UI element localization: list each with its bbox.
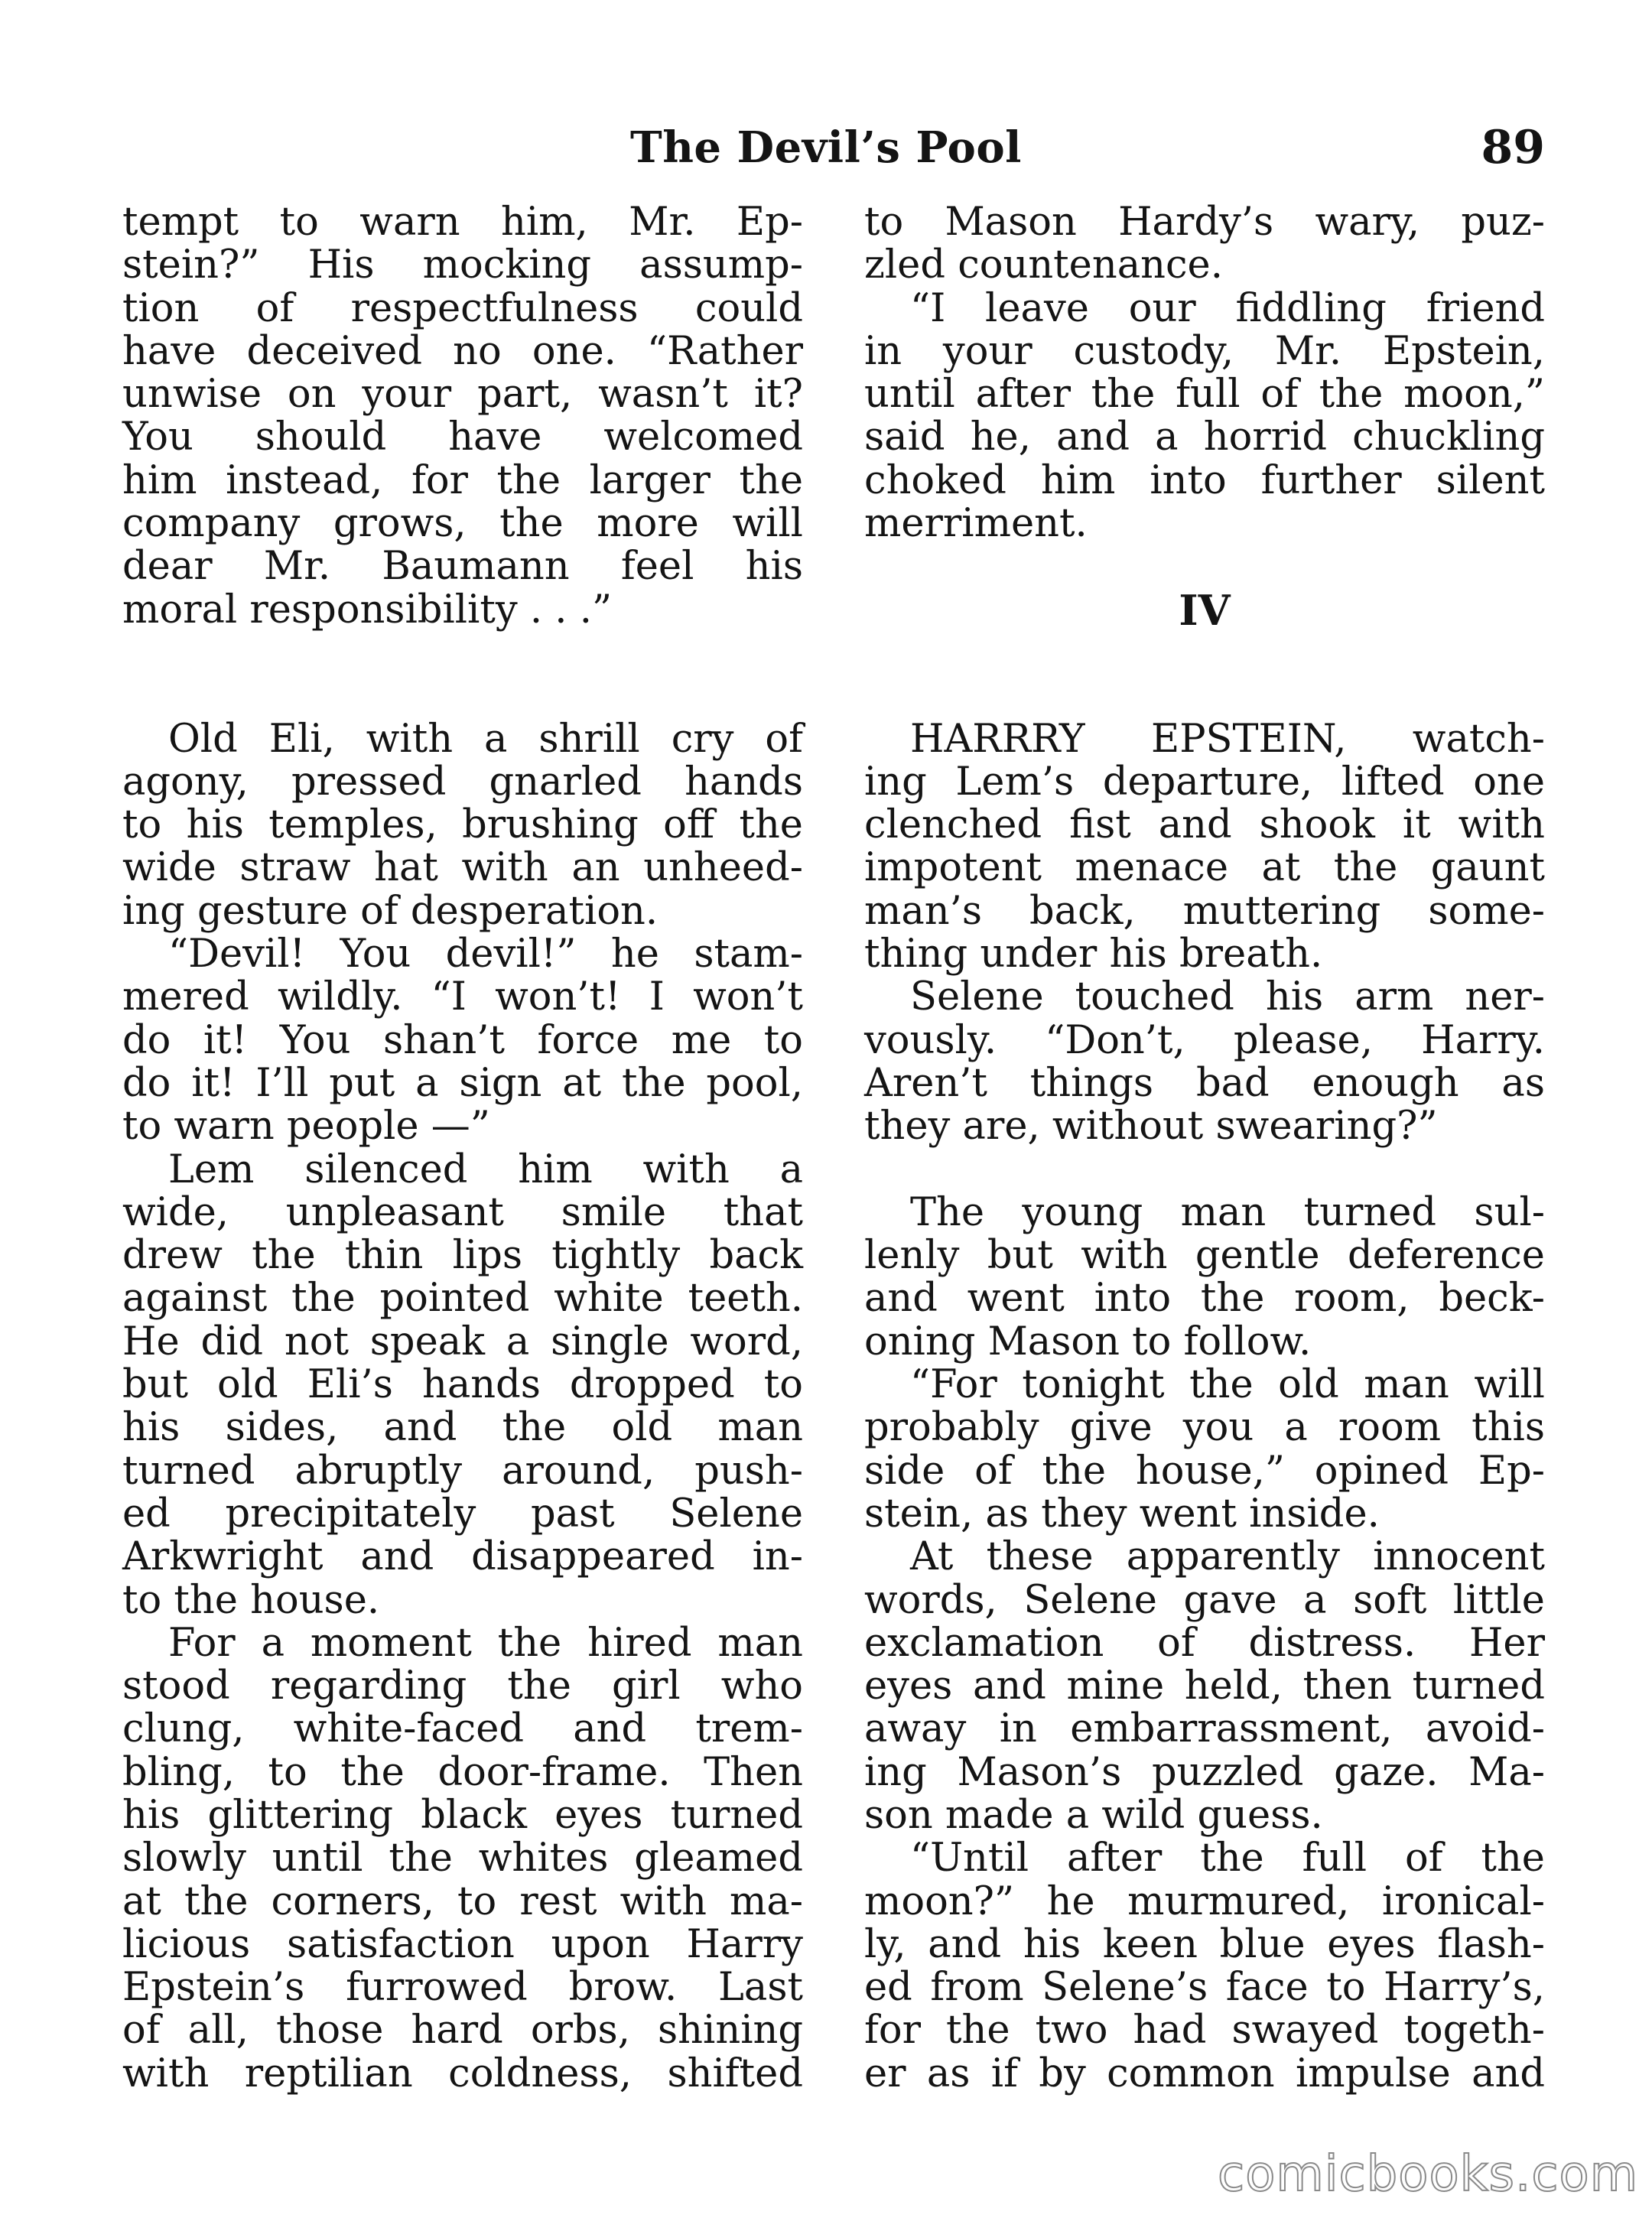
text-line: stein, as they went inside.	[864, 1491, 1380, 1537]
text-line: unwise on your part, wasn’t it?	[122, 372, 803, 418]
text-line: Epstein’s furrowed brow. Last	[122, 1965, 803, 2011]
text-line: ing Lem’s departure, lifted one	[864, 759, 1545, 805]
text-line: wide straw hat with an unheed-	[122, 845, 803, 891]
text-line: said he, and a horrid chuckling	[864, 415, 1545, 460]
text-line: away in embarrassment, avoid-	[864, 1706, 1545, 1752]
text-line: exclamation of distress. Her	[864, 1620, 1545, 1666]
text-line: his sides, and the old man	[122, 1405, 803, 1451]
paragraph-first-line: “For tonight the old man will	[910, 1362, 1545, 1408]
paragraph-first-line: At these apparently innocent	[910, 1534, 1545, 1580]
text-line: of all, those hard orbs, shining	[122, 2008, 803, 2054]
text-line: ing gesture of desperation.	[122, 888, 659, 934]
text-line: they are, without swearing?”	[864, 1104, 1438, 1150]
page-number: 89	[1481, 121, 1545, 174]
left-text-column	[122, 201, 803, 2096]
text-line: and went into the room, beck-	[864, 1276, 1545, 1322]
text-line: oning Mason to follow.	[864, 1319, 1312, 1364]
text-line: drew the thin lips tightly back	[122, 1233, 803, 1279]
text-line: for the two had swayed togeth-	[864, 2008, 1545, 2054]
text-line: have deceived no one. “Rather	[122, 328, 803, 374]
text-line: company grows, the more will	[122, 501, 803, 547]
paragraph-first-line: “I leave our fiddling friend	[910, 285, 1545, 331]
text-line: ly, and his keen blue eyes flash-	[864, 1921, 1545, 1967]
text-line: against the pointed white teeth.	[122, 1276, 803, 1322]
text-line: er as if by common impulse and	[864, 2051, 1545, 2096]
text-line: until after the full of the moon,”	[864, 372, 1545, 418]
text-line: his glittering black eyes turned	[122, 1792, 803, 1838]
text-line: to Mason Hardy’s wary, puz-	[864, 200, 1545, 245]
text-line: words, Selene gave a soft little	[864, 1577, 1545, 1623]
paragraph-first-line: Lem silenced him with a	[168, 1146, 803, 1192]
text-line: dear Mr. Baumann feel his	[122, 544, 803, 590]
blank-line	[864, 1149, 1545, 1192]
text-line: wide, unpleasant smile that	[122, 1189, 803, 1235]
text-line: eyes and mine held, then turned	[864, 1664, 1545, 1709]
blank-line	[864, 675, 1545, 717]
section-heading: IV	[1179, 585, 1231, 635]
text-line: moral responsibility . . .”	[122, 587, 613, 633]
text-line: slowly until the whites gleamed	[122, 1836, 803, 1881]
text-line: Arkwright and disappeared in-	[122, 1534, 803, 1580]
text-line: zled countenance.	[864, 242, 1223, 288]
text-line: licious satisfaction upon Harry	[122, 1921, 803, 1967]
text-line: vously. “Don’t, please, Harry.	[864, 1017, 1545, 1063]
text-line: moon?” he murmured, ironical-	[864, 1878, 1545, 1924]
paragraph-first-line: “Devil! You devil!” he stam-	[168, 932, 803, 977]
paragraph-first-line: Selene touched his arm ner-	[910, 974, 1545, 1020]
text-line: tempt to warn him, Mr. Ep-	[122, 200, 803, 245]
text-line: do it! I’ll put a sign at the pool,	[122, 1060, 803, 1106]
text-line: You should have welcomed	[122, 415, 803, 460]
text-line: ing Mason’s puzzled gaze. Ma-	[864, 1749, 1545, 1795]
text-line: lenly but with gentle deference	[864, 1233, 1545, 1279]
text-line: clenched fist and shook it with	[864, 802, 1545, 848]
text-line: clung, white-faced and trem-	[122, 1706, 803, 1752]
paragraph-first-line: “Until after the full of the	[910, 1836, 1545, 1881]
blank-line	[864, 632, 1545, 675]
text-line: merriment.	[864, 501, 1088, 547]
text-line: to warn people —”	[122, 1104, 490, 1150]
text-line: at the corners, to rest with ma-	[122, 1878, 803, 1924]
text-line: ed precipitately past Selene	[122, 1491, 803, 1537]
text-line: with reptilian coldness, shifted	[122, 2051, 803, 2096]
text-line: probably give you a room this	[864, 1405, 1545, 1451]
text-line: do it! You shan’t force me to	[122, 1017, 803, 1063]
text-line: agony, pressed gnarled hands	[122, 759, 803, 805]
text-line: him instead, for the larger the	[122, 457, 803, 503]
text-line: bling, to the door-frame. Then	[122, 1749, 803, 1795]
blank-line	[864, 545, 1545, 588]
text-line: man’s back, muttering some-	[864, 888, 1545, 934]
text-line: impotent menace at the gaunt	[864, 845, 1545, 891]
text-line: to the house.	[122, 1577, 380, 1623]
text-line: He did not speak a single word,	[122, 1319, 803, 1364]
text-line: Aren’t things bad enough as	[864, 1060, 1545, 1106]
running-header-title: The Devil’s Pool	[630, 122, 1022, 173]
text-line: thing under his breath.	[864, 932, 1323, 977]
text-line: turned abruptly around, push-	[122, 1448, 803, 1494]
text-line: ed from Selene’s face to Harry’s,	[864, 1965, 1545, 2011]
watermark-logo: comicbooks.com	[1218, 2146, 1639, 2203]
text-line: stood regarding the girl who	[122, 1664, 803, 1709]
text-line: choked him into further silent	[864, 457, 1545, 503]
text-line: tion of respectfulness could	[122, 285, 803, 331]
text-line: side of the house,” opined Ep-	[864, 1448, 1545, 1494]
text-line: son made a wild guess.	[864, 1792, 1323, 1838]
text-line: stein?” His mocking assump-	[122, 242, 803, 288]
paragraph-first-line: For a moment the hired man	[168, 1620, 803, 1666]
paragraph-first-line: Old Eli, with a shrill cry of	[168, 716, 803, 762]
right-text-column	[864, 201, 1545, 2096]
text-line: but old Eli’s hands dropped to	[122, 1362, 803, 1408]
paragraph-first-line: HARRRY EPSTEIN, watch-	[910, 716, 1545, 762]
text-line: mered wildly. “I won’t! I won’t	[122, 974, 803, 1020]
paragraph-first-line: The young man turned sul-	[910, 1189, 1545, 1235]
text-line: in your custody, Mr. Epstein,	[864, 328, 1545, 374]
text-line: to his temples, brushing off the	[122, 802, 803, 848]
blank-line	[122, 675, 803, 717]
blank-line	[122, 632, 803, 675]
